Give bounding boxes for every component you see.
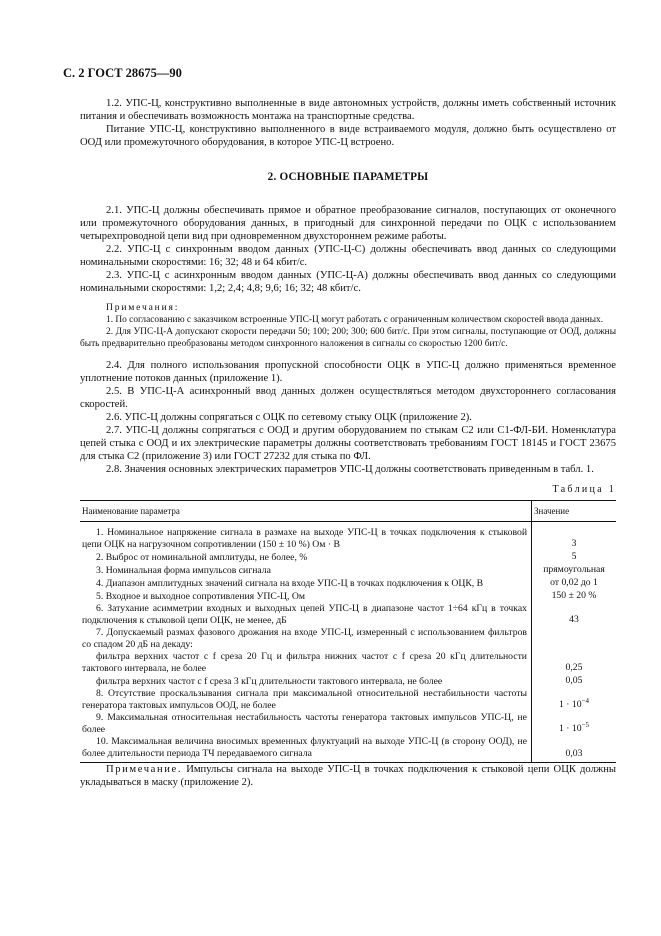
value-exponent: −5 bbox=[581, 720, 590, 729]
note-1: 1. По согласованию с заказчиком встроенные УПС-Ц могут работать с ограниченным количеством скоростей ввода данных. bbox=[106, 315, 604, 325]
table-cell-param: 8. Отсутствие проскальзывания сигнала при максимальной относительной нестабильности частоты генератора тактовых импульсов ООД, не более bbox=[80, 688, 532, 712]
table-cell-value: 43 bbox=[569, 614, 579, 625]
table-row bbox=[80, 675, 616, 688]
paragraph-2-5: 2.5. В УПС-Ц-А асинхронный ввод данных должен осуществляться методом двухстороннего согласования скоростей. bbox=[80, 386, 616, 410]
table-row bbox=[80, 522, 616, 552]
table-row bbox=[80, 577, 616, 590]
table-cell-param: 1. Номинальное напряжение сигнала в размахе на выходе УПС-Ц в точках подключения к стыковой цепи ОЦК на нагрузочном сопротивлении (150 ± 10 %) Ом · В bbox=[80, 522, 532, 552]
table-row bbox=[80, 603, 616, 627]
page-body bbox=[80, 97, 616, 789]
table-cell-value: от 0,02 до 1 bbox=[550, 577, 598, 588]
table-header-param: Наименование параметра bbox=[80, 501, 532, 522]
table-row bbox=[80, 564, 616, 577]
paragraph-2-7: 2.7. УПС-Ц должны сопрягаться с ООД и другим оборудованием по стыкам С2 или С1-ФЛ-БИ. Номенклатура цепей стыка с ООД и их электрические параметры должны соответствовать требованиям ГОСТ 18145 и ГОСТ 23675 для стыка С2 (приложение 3) или ГОСТ 27232 для стыка по ФЛ. bbox=[80, 425, 616, 462]
table-cell-param: 6. Затухание асимметрии входных и выходных цепей УПС-Ц в диапазоне частот 1÷64 кГц в точках подключения к стыковой цепи ОЦК, не менее, дБ bbox=[80, 603, 532, 627]
paragraph-2-8: 2.8. Значения основных электрических параметров УПС-Ц должны соответствовать приведенным в табл. 1. bbox=[106, 464, 594, 475]
table-cell-value: 0,03 bbox=[532, 736, 617, 763]
footnote-label: Примечание. bbox=[106, 764, 183, 775]
table-caption: Таблица 1 bbox=[552, 484, 616, 495]
table-cell-param: фильтра верхних частот с f среза 3 кГц длительности тактового интервала, не более bbox=[80, 675, 532, 688]
value-base: 1 · 10 bbox=[558, 723, 582, 734]
table-cell-param: 9. Максимальная относительная нестабильность частоты генератора тактовых импульсов УПС-Ц, не более bbox=[80, 712, 532, 736]
table-cell-value bbox=[532, 627, 617, 651]
paragraph-2-4: 2.4. Для полного использования пропускной способности ОЦК в УПС-Ц должно применяться временное уплотнение потоков данных (приложение 1). bbox=[80, 360, 616, 384]
value-base: 1 · 10 bbox=[558, 699, 582, 710]
table-cell-param: 5. Входное и выходное сопротивления УПС-Ц, Ом bbox=[80, 590, 532, 603]
table-row bbox=[80, 712, 616, 736]
paragraph-2-1: 2.1. УПС-Ц должны обеспечивать прямое и обратное преобразование сигналов, поступающих от оконечного или промежуточного оборудования данных, в пригодный для синхронной передачи по ОЦК с использованием четырехпроводной цепи вид при одновременном двухстороннем режиме работы. bbox=[80, 205, 616, 242]
table-cell-value: 0,25 bbox=[565, 662, 583, 673]
notes-block bbox=[80, 301, 616, 350]
table-row bbox=[80, 551, 616, 564]
page-header: С. 2 ГОСТ 28675—90 bbox=[63, 66, 182, 80]
note-2: 2. Для УПС-Ц-А допускают скорости передачи 50; 100; 200; 300; 600 бит/с. При этом сигналы, поступающие от ООД, должны быть предварительно преобразованы методом синхронного наложения в сигналы со скоростью 1200 бит/с. bbox=[80, 327, 616, 349]
table-cell-value: 0,05 bbox=[565, 675, 583, 686]
table-cell-value: 5 bbox=[571, 551, 577, 562]
section-title: 2. ОСНОВНЫЕ ПАРАМЕТРЫ bbox=[267, 171, 429, 183]
table-cell-value bbox=[532, 688, 617, 712]
table-cell-param: 3. Номинальная форма импульсов сигнала bbox=[80, 564, 532, 577]
table-row bbox=[80, 688, 616, 712]
paragraph-power: Питание УПС-Ц, конструктивно выполненного в виде встраиваемого модуля, должно быть осуществлено от ООД или промежуточного оборудования, в которое УПС-Ц встроено. bbox=[80, 124, 616, 148]
table-cell-value: 150 ± 20 % bbox=[551, 590, 597, 601]
table-cell-value bbox=[532, 712, 617, 736]
table-row bbox=[80, 590, 616, 603]
table-cell-param: фильтра верхних частот с f среза 20 Гц и фильтра нижних частот с f среза 20 кГц длительности тактового интервала, не более bbox=[80, 651, 532, 675]
table-row bbox=[80, 627, 616, 651]
table-cell-value: прямоугольная bbox=[543, 564, 605, 575]
paragraph-2-2: 2.2. УПС-Ц с синхронным вводом данных (УПС-Ц-С) должны обеспечивать ввод данных со следующими номинальными скоростями: 16; 32; 48 и 64 кбит/с. bbox=[80, 244, 616, 268]
table-footnote bbox=[80, 763, 616, 789]
table-cell-param: 10. Максимальная величина вносимых временных флуктуаций на выходе УПС-Ц (в сторону ООД), не более длительности периода ТЧ передаваемого сигнала bbox=[80, 736, 532, 763]
paragraph-1-2: 1.2. УПС-Ц, конструктивно выполненные в виде автономных устройств, должны иметь собственный источник питания и обеспечивать возможность монтажа на транспортные средства. bbox=[80, 98, 616, 122]
notes-header: Примечания: bbox=[106, 302, 180, 313]
value-exponent: −4 bbox=[581, 696, 590, 705]
table-row bbox=[80, 651, 616, 675]
table-cell-param: 2. Выброс от номинальной амплитуды, не более, % bbox=[80, 551, 532, 564]
paragraph-2-3: 2.3. УПС-Ц с асинхронным вводом данных (УПС-Ц-А) должны обеспечивать ввод данных со следующими номинальными скоростями: 1,2; 2,4; 4,8; 9,6; 16; 32; 48 кбит/с. bbox=[80, 270, 616, 294]
paragraph-2-6: 2.6. УПС-Ц должны сопрягаться с ОЦК по сетевому стыку ОЦК (приложение 2). bbox=[106, 412, 472, 423]
table-cell-value: 3 bbox=[571, 538, 577, 549]
footnote-text: Импульсы сигнала на выходе УПС-Ц в точках подключения к стыковой цепи ОЦК должны укладываться в маску (приложение 2). bbox=[80, 764, 616, 788]
parameters-table bbox=[80, 500, 616, 763]
table-header-value: Значение bbox=[532, 501, 617, 522]
table-cell-param: 4. Диапазон амплитудных значений сигнала на входе УПС-Ц в точках подключения к ОЦК, В bbox=[80, 577, 532, 590]
table-row bbox=[80, 736, 616, 763]
table-cell-param: 7. Допускаемый размах фазового дрожания на входе УПС-Ц, измеренный с использованием фильтров со спадом 20 дБ на декаду: bbox=[80, 627, 532, 651]
